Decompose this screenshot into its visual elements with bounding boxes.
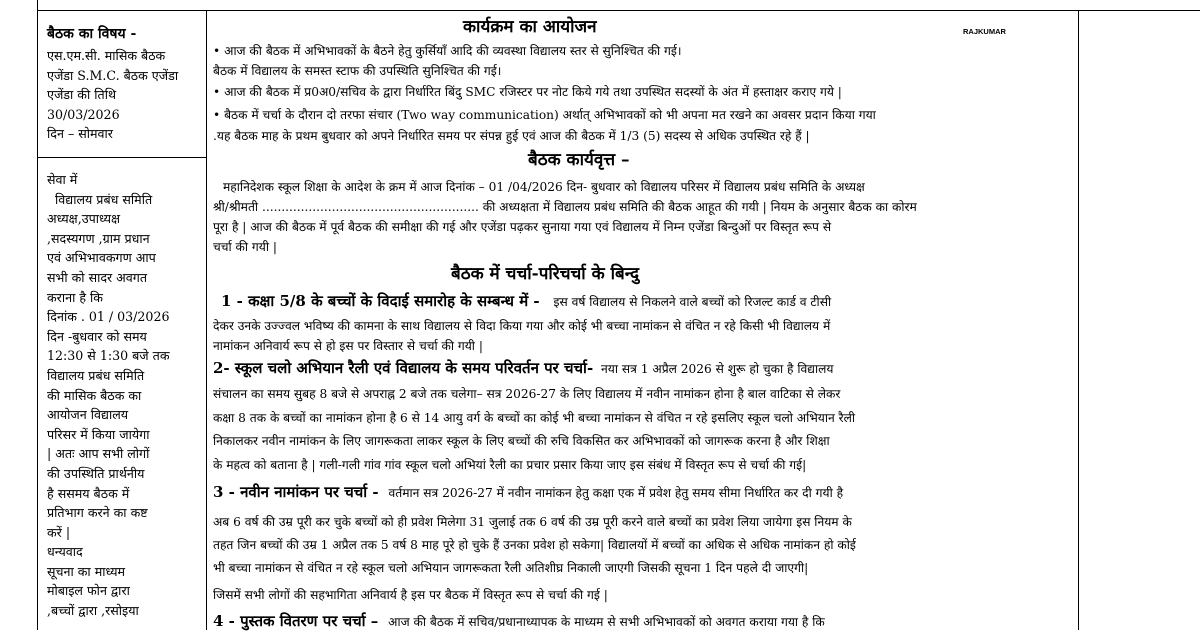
subject-line: एस.एम.सी. मासिक बैठक <box>47 48 166 63</box>
point-text: आज की बैठक में सचिव/प्रधानाध्यापक के माध्यम से सभी अभिभावकों को अवगत कराया गया है कि <box>388 615 825 629</box>
notice-line: 12:30 से 1:30 बजे तक <box>47 348 170 364</box>
notice-line: विद्यालय प्रबंध समिति <box>47 367 145 383</box>
point-text: नया सत्र 1 अप्रैल 2026 से शुरू हो चुका है विद्यालय <box>601 362 834 376</box>
program-title: कार्यक्रम का आयोजन <box>463 17 597 37</box>
subject-day: दिन – सोमवार <box>47 126 113 142</box>
notice-line: सेवा में <box>47 172 78 187</box>
table-left-border <box>37 0 38 630</box>
notice-line: प्रतिभाग करने का कष्ट <box>47 505 148 521</box>
point-line: संचालन का समय सुबह 8 बजे से अपराह्न 2 बजे तक चलेगा– सत्र 2026-27 के लिए विद्यालय में नवीन नामांकन होना है बाल वाटिका से लेकर <box>213 387 841 401</box>
author-tag: RAJKUMAR <box>963 27 1006 36</box>
notice-line: कराना है कि <box>47 289 103 305</box>
point-heading: 1 - कक्षा 5/8 के बच्चों के विदाई समारोह के सम्बन्ध में - <box>221 292 540 310</box>
point-line: नामांकन अनिवार्य रूप से हो इस पर विस्तार से चर्चा की गयी | <box>213 339 483 353</box>
notice-line: करें | <box>47 524 71 540</box>
main-content-cell <box>213 0 1071 630</box>
minutes-line: पूरा है | आज की बैठक में पूर्व बैठक की समीक्षा की गई और एजेंडा पढ़कर सुनाया गया एवं विद्यालय में निम्न एजेंडा बिन्दुओं पर विस्तृत रूप से <box>213 220 832 234</box>
point-heading: 2- स्कूल चलो अभियान रैली एवं विद्यालय के समय परिवर्तन पर चर्चा- <box>213 359 594 377</box>
notice-line: सभी को सादर अवगत <box>47 269 148 285</box>
notice-line: ,बच्चों द्वारा ,रसोइया <box>47 603 139 619</box>
table-right-divider <box>1078 10 1079 630</box>
notice-line: की उपस्थिति प्रार्थनीय <box>47 465 145 481</box>
program-line: • आज की बैठक में अभिभावकों के बैठने हेतु कुर्सियाँ आदि की व्यवस्था विद्यालय स्तर से सुनिश्चित की गई। <box>213 44 682 58</box>
notice-line: अध्यक्ष,उपाध्यक्ष <box>47 211 121 227</box>
notice-line: धन्यवाद <box>47 544 83 560</box>
point-line: भी बच्चा नामांकन से वंचित न रहे स्कूल चलो अभियान जागरूकता रैली अतिशीघ्र निकाली जाएगी जिसकी सूचना 1 दिन पहले दी जाएगी| <box>213 561 809 575</box>
minutes-title: बैठक कार्यवृत्त – <box>528 150 630 170</box>
subject-date: 30/03/2026 <box>47 106 120 122</box>
discussion-point-2 <box>213 359 833 378</box>
discussion-point-3 <box>213 483 843 502</box>
notice-line: आयोजन विद्यालय <box>47 407 129 423</box>
meeting-subject-cell <box>47 22 199 144</box>
notice-line: दिनांक . 01 / 03/2026 <box>47 309 170 325</box>
point-text: इस वर्ष विद्यालय से निकलने वाले बच्चों को रिजल्ट कार्ड व टीसी <box>553 295 832 309</box>
point-heading: 4 - पुस्तक वितरण पर चर्चा – <box>213 612 379 630</box>
program-line: बैठक में विद्यालय के समस्त स्टाफ की उपस्थिति सुनिश्चित की गई। <box>213 64 502 78</box>
point-line: जिसमें सभी लोगों की सहभागिता अनिवार्य है इस पर बैठक में विस्तृत रूप से चर्चा की गई | <box>213 588 608 602</box>
notice-line: | अतः आप सभी लोगों <box>47 446 150 462</box>
notice-line: मोबाइल फोन द्वारा <box>47 583 130 599</box>
notice-line: है ससमय बैठक में <box>47 485 130 501</box>
meeting-notice-cell <box>47 170 199 621</box>
minutes-line: चर्चा की गयी | <box>213 240 277 254</box>
subject-heading: बैठक का विषय - <box>47 26 137 42</box>
notice-line: दिन -बुधवार को समय <box>47 328 147 344</box>
left-cell-divider <box>37 157 207 158</box>
minutes-line: श्री/श्रीमती ........................................................ की अध्यक्षता में विद्यालय प्रबंध समिति की बैठक आहूत की गयी | नियम के अनुसार बैठक का कोरम <box>213 200 917 214</box>
point-line: तहत जिन बच्चों की उम्र 1 अप्रैल तक 5 वर्ष 8 माह पूरे हो चुके हैं उनका प्रवेश हो सकेगा| विद्यालयों में बच्चों का अधिक से अधिक नामांकन हो कोई <box>213 538 856 552</box>
point-text: वर्तमान सत्र 2026-27 में नवीन नामांकन हेतु कक्षा एक में प्रवेश हेतु समय सीमा निर्धारित कर दी गयी है <box>388 486 844 500</box>
subject-line: एजेंडा S.M.C. बैठक एजेंडा <box>47 67 179 83</box>
point-line: के महत्व को बताना है | गली-गली गांव गांव स्कूल चलो अभियां रैली का प्रचार प्रसार किया जाए इस संबंध में विस्तृत रूप से चर्चा की गई| <box>213 458 807 472</box>
notice-line: विद्यालय प्रबंध समिति <box>55 191 153 207</box>
program-line: .यह बैठक माह के प्रथम बुधवार को अपने निर्धारित समय पर संपन्न हुई एवं आज की बैठक में 1/3 (5) सदस्य से अधिक उपस्थित रहे हैं | <box>213 129 810 143</box>
point-line: देकर उनके उज्ज्वल भविष्य की कामना के साथ विद्यालय से विदा किया गया और कोई भी बच्चा नामांकन से वंचित न रहे किसी भी विद्यालय में <box>213 319 831 333</box>
table-column-divider <box>206 10 207 630</box>
notice-line: परिसर में किया जायेगा <box>47 426 150 442</box>
minutes-line: महानिदेशक स्कूल शिक्षा के आदेश के क्रम में आज दिनांक – 01 /04/2026 दिन- बुधवार को विद्यालय परिसर में विद्यालय प्रबंध समिति के अध्यक्ष <box>223 180 865 194</box>
notice-line: एवं अभिभावकगण आप <box>47 250 156 266</box>
point-heading: 3 - नवीन नामांकन पर चर्चा - <box>213 483 379 501</box>
point-line: निकालकर नवीन नामांकन के लिए जागरूकता लाकर स्कूल के लिए बच्चों की रुचि विकसित कर अभिभावकों को जागरूक करना है और शिक्षा <box>213 434 830 448</box>
notice-line: सूचना का माध्यम <box>47 563 126 579</box>
program-line: • आज की बैठक में प्र0अ0/सचिव के द्वारा निर्धारित बिंदु SMC रजिस्टर पर नोट किये गये तथा उपस्थित सदस्यों के अंत में हस्ताक्षर कराए गये | <box>213 85 842 99</box>
point-line: कक्षा 8 तक के बच्चों का नामांकन होना है 6 से 14 आयु वर्ग के बच्चों का कोई भी बच्चा नामांकन से वंचित न रहे इसलिए स्कूल चलो अभियान रैली <box>213 411 856 425</box>
discussion-point-1 <box>221 292 831 311</box>
discussion-point-4 <box>213 612 825 631</box>
notice-line: ,सदस्यगण ,ग्राम प्रधान <box>47 230 150 246</box>
point-line: अब 6 वर्ष की उम्र पूरी कर चुके बच्चों को ही प्रवेश मिलेगा 31 जुलाई तक 6 वर्ष की उम्र पूरी करने वाले बच्चों का प्रवेश लिया जायेगा इस नियम के <box>213 515 852 529</box>
discussion-title: बैठक में चर्चा-परिचर्चा के बिन्दु <box>451 264 639 284</box>
subject-line: एजेंडा की तिथि <box>47 87 116 103</box>
program-line: • बैठक में चर्चा के दौरान दो तरफा संचार (Two way communication) अर्थात् अभिभावकों को भी अपना मत रखने का अवसर प्रदान किया गया <box>213 108 876 122</box>
notice-line: की मासिक बैठक का <box>47 387 142 403</box>
